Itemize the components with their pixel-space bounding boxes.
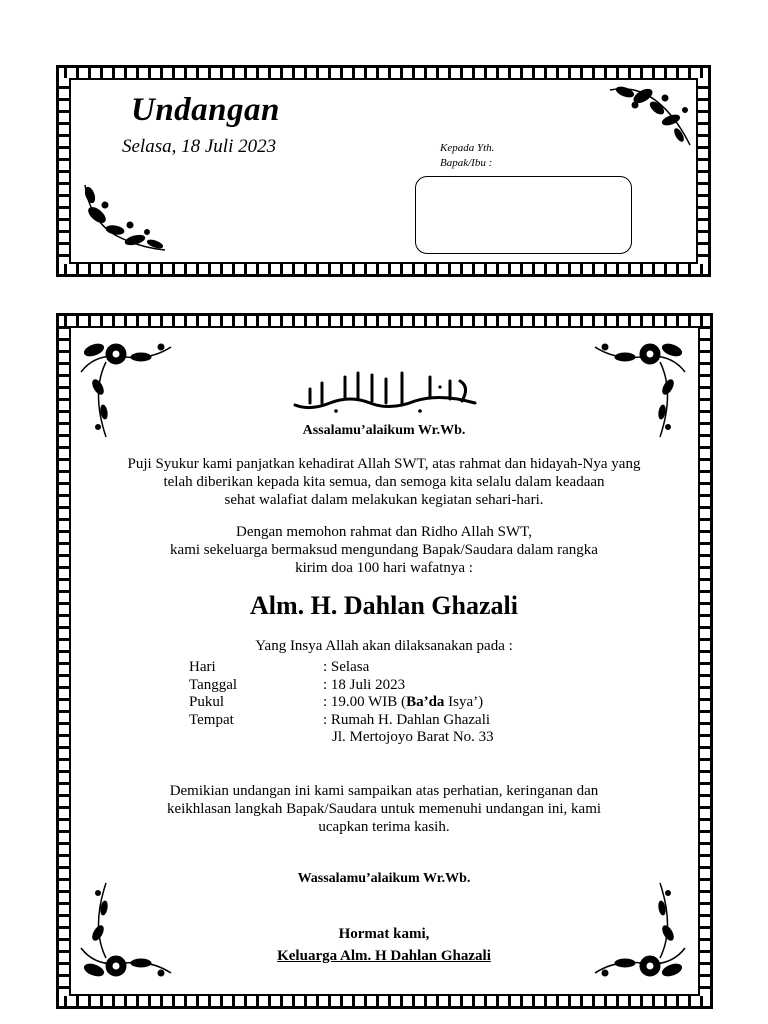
opening-greeting: Assalamu’alaikum Wr.Wb. <box>302 423 466 438</box>
envelope-date: Selasa, 18 Juli 2023 <box>122 136 277 157</box>
day-label: Hari <box>189 659 216 675</box>
deceased-name: Alm. H. Dahlan Ghazali <box>250 591 518 620</box>
bismillah-calligraphy-icon <box>290 367 480 415</box>
signature-line <box>70 948 698 965</box>
time-value-bada: Ba’da <box>406 694 445 710</box>
recipient-label <box>440 141 494 171</box>
recipient-line-2: Bapak/Ibu : <box>440 157 493 169</box>
paragraph-line: ucapkan terima kasih. <box>318 819 450 835</box>
paragraph-line: kirim doa 100 hari wafatnya : <box>295 560 473 576</box>
date-value: : 18 Juli 2023 <box>323 676 406 693</box>
date-label: Tanggal <box>189 676 238 693</box>
address-box <box>415 176 632 254</box>
paragraph-line: kami sekeluarga bermaksud mengundang Bapak/Saudara dalam rangka <box>170 542 598 558</box>
signature-text: Keluarga Alm. H Dahlan Ghazali <box>277 948 491 964</box>
event-details-values <box>323 659 494 747</box>
paragraph-gratitude <box>70 455 698 509</box>
recipient-line-1: Kepada Yth. <box>440 142 495 154</box>
time-value-main: : 19.00 WIB ( <box>323 694 407 710</box>
event-details-labels <box>189 659 237 729</box>
place-label: Tempat <box>189 711 234 728</box>
paragraph-line: Puji Syukur kami panjatkan kehadirat Allah SWT, atas rahmat dan hidayah-Nya yang <box>127 456 641 472</box>
floral-ornament-icon <box>75 180 170 255</box>
regards: Hormat kami, <box>338 926 430 942</box>
time-value <box>323 694 494 712</box>
paragraph-line: keikhlasan langkah Bapak/Saudara untuk memenuhi undangan ini, kami <box>166 801 602 817</box>
paragraph-line: Demikian undangan ini kami sampaikan atas perhatian, keringanan dan <box>169 783 599 799</box>
paragraph-closing <box>70 782 698 836</box>
paragraph-line: telah diberikan kepada kita semua, dan semoga kita selalu dalam keadaan <box>163 474 605 490</box>
place-address: Jl. Mertojoyo Barat No. 33 <box>332 729 494 745</box>
event-intro: Yang Insya Allah akan dilaksanakan pada : <box>255 638 513 654</box>
paragraph-line: sehat walafiat dalam melakukan kegiatan sehari-hari. <box>224 492 544 508</box>
closing-greeting: Wassalamu’alaikum Wr.Wb. <box>297 871 471 886</box>
paragraph-invitation <box>70 523 698 577</box>
place-value: : Rumah H. Dahlan Ghazali <box>323 711 491 728</box>
envelope-title: Undangan <box>131 92 280 128</box>
day-value: : Selasa <box>323 659 370 675</box>
time-value-isya: Isya’) <box>444 694 484 710</box>
floral-ornament-icon <box>605 80 695 150</box>
paragraph-line: Dengan memohon rahmat dan Ridho Allah SWT, <box>236 524 532 540</box>
time-label: Pukul <box>189 694 225 710</box>
